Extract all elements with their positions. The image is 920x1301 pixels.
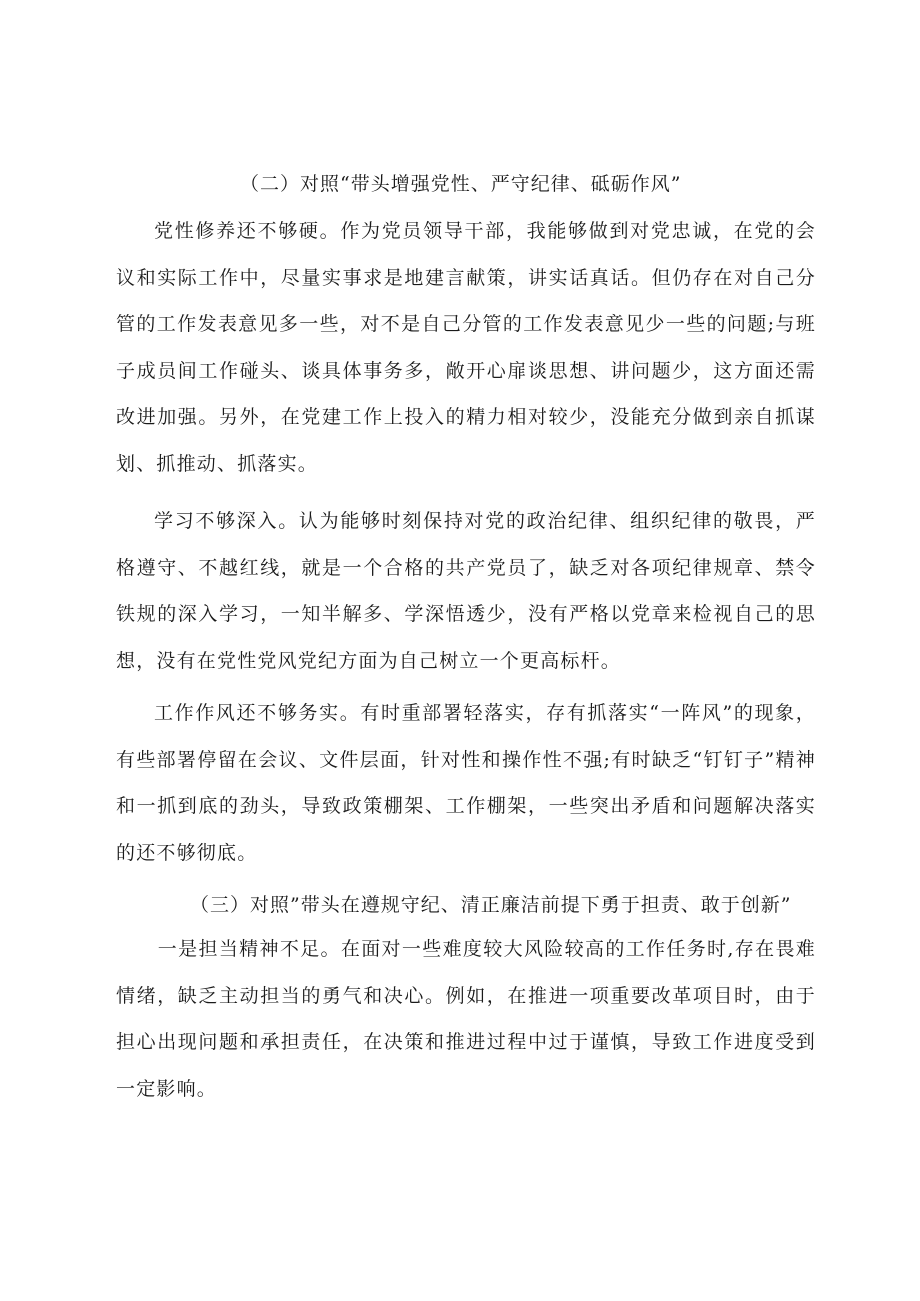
section-heading-2: （二）对照“带头增强党性、严守纪律、砥砺作风” xyxy=(240,173,682,195)
paragraph-party-spirit: 党性修养还不够硬。作为党员领导干部，我能够做到对党忠诚，在党的会议和实际工作中，尽量实事求是地建言献策，讲实话真话。但仍存在对自己分管的工作发表意见多一些，对不是自己分管的工作发表意见少一些的问题;与班子成员间工作碰头、谈具体事务多，敞开心扉谈思想、讲问题少，这方面还需改进加强。另外，在党建工作上投入的精力相对较少，没能充分做到亲自抓谋划、抓推动、抓落实。 xyxy=(116,220,816,475)
paragraph-work-style: 工作作风还不够务实。有时重部署轻落实，存有抓落实“一阵风”的现象，有些部署停留在会议、文件层面，针对性和操作性不强;有时缺乏“钉钉子”精神和一抓到底的劲头，导致政策棚架、工作棚架，一些突出矛盾和问题解决落实的还不够彻底。 xyxy=(116,702,816,864)
paragraph-study: 学习不够深入。认为能够时刻保持对党的政治纪律、组织纪律的敬畏，严格遵守、不越红线，就是一个合格的共产党员了，缺乏对各项纪律规章、禁令铁规的深入学习，一知半解多、学深悟透少，没有严格以党章来检视自己的思想，没有在党性党风党纪方面为自己树立一个更高标杆。 xyxy=(116,510,816,672)
section-heading-3: （三）对照”带头在遵规守纪、清正廉洁前提下勇于担责、敢于创新” xyxy=(190,894,792,916)
paragraph-responsibility: 一是担当精神不足。在面对一些难度较大风险较高的工作任务时,存在畏难情绪，缺乏主动担当的勇气和决心。例如，在推进一项重要改革项目时，由于担心出现问题和承担责任，在决策和推进过程中过于谨慎，导致工作进度受到一定影响。 xyxy=(116,938,816,1100)
